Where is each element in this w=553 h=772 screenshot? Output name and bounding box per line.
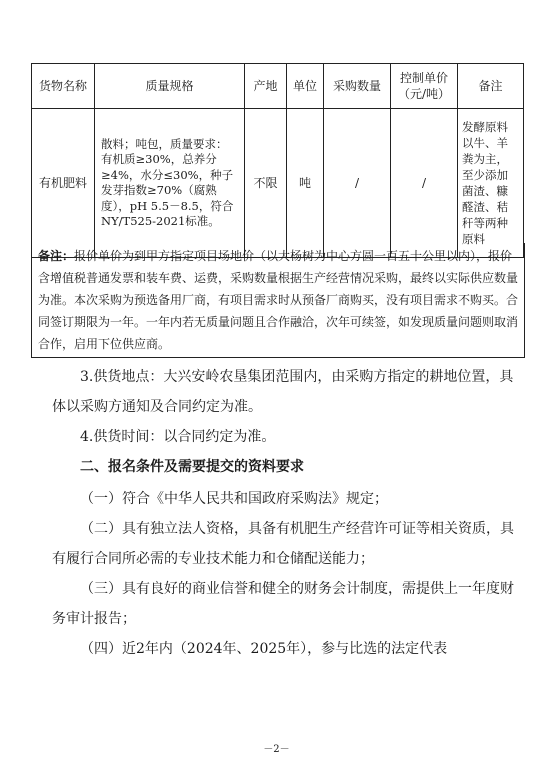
remark-cell: 发酵原料以牛、羊粪为主，至少添加菌渣、糠醛渣、秸秆等两种原料 bbox=[458, 109, 524, 258]
unit-cell: 吨 bbox=[287, 109, 324, 258]
condition-4: （四）近2年内（2024年、2025年），参与比选的法定代表 bbox=[80, 641, 448, 657]
price-cell: / bbox=[391, 109, 458, 258]
page-number: －2－ bbox=[263, 744, 290, 755]
condition-2: （二）具有独立法人资格，具备有机肥生产经营许可证等相关资质，具有履行合同所必需的专业技术能力和仓储配送能力； bbox=[52, 521, 514, 567]
quantity-cell: / bbox=[324, 109, 391, 258]
header-cell: 采购数量 bbox=[324, 64, 391, 109]
header-cell: 控制单价（元/吨） bbox=[391, 64, 458, 109]
header-cell: 备注 bbox=[458, 64, 524, 109]
origin-cell: 不限 bbox=[245, 109, 287, 258]
table-note bbox=[31, 243, 525, 358]
header-cell: 货物名称 bbox=[32, 64, 95, 109]
note-text: 报价单价为到甲方指定项目场地价（以大杨树为中心方圆一百五十公里以内），报价含增值税普通发票和装车费、运费，采购数量根据生产经营情况采购，最终以实际供应数量为准。本次采购为预选备用厂商，有项目需求时从预备厂商购买，没有项目需求不购买。合同签订期限为一年。一年内若无质量问题且合作融洽，次年可续签，如发现质量问题则取消合作，启用下位供应商。 bbox=[38, 249, 519, 351]
procurement-table bbox=[31, 63, 524, 258]
paragraph-supply-time: 4.供货时间：以合同约定为准。 bbox=[80, 429, 276, 445]
table-row bbox=[32, 109, 524, 258]
note-label: 备注： bbox=[38, 249, 75, 263]
header-cell: 单位 bbox=[287, 64, 324, 109]
paragraph-supply-location: 3.供货地点：大兴安岭农垦集团范围内，由采购方指定的耕地位置，具体以采购方通知及合同约定为准。 bbox=[52, 369, 514, 415]
header-cell: 质量规格 bbox=[95, 64, 245, 109]
condition-1: （一）符合《中华人民共和国政府采购法》规定； bbox=[80, 491, 388, 507]
header-cell: 产地 bbox=[245, 64, 287, 109]
goods-name-cell: 有机肥料 bbox=[32, 109, 95, 258]
condition-3: （三）具有良好的商业信誉和健全的财务会计制度，需提供上一年度财务审计报告； bbox=[52, 581, 514, 627]
section-heading: 二、报名条件及需要提交的资料要求 bbox=[80, 459, 304, 475]
table-header-row bbox=[32, 64, 524, 109]
spec-cell: 散料；吨包，质量要求：有机质≥30%，总养分≥4%，水分≤30%，种子发芽指数≥70%（腐熟度），pH 5.5－8.5，符合NY/T525-2021标准。 bbox=[95, 109, 245, 258]
